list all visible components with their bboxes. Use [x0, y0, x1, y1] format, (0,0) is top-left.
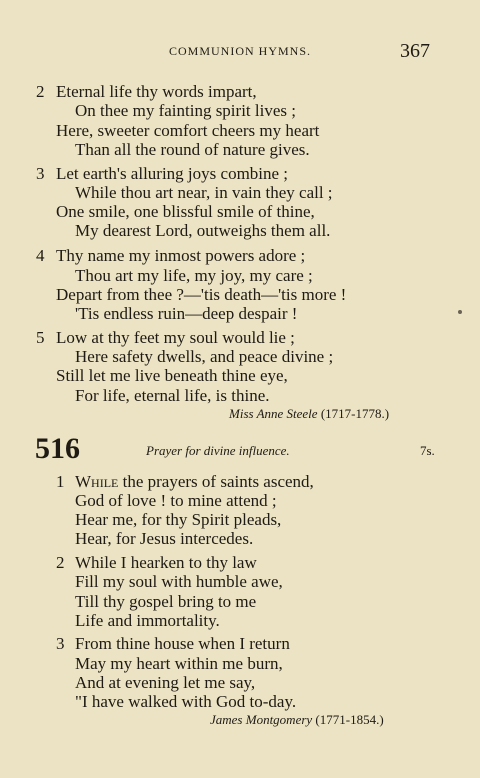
verse-line: Eternal life thy words impart, — [56, 82, 257, 101]
verse-line: From thine house when I return — [75, 634, 290, 653]
author-attribution — [229, 406, 389, 422]
verse-line: Thy name my inmost powers adore ; — [56, 246, 306, 265]
stanza-number: 3 — [56, 634, 65, 653]
verse-line: Life and immortality. — [75, 611, 220, 630]
author-dates: (1771-1854.) — [315, 712, 384, 727]
verse-line: Here, sweeter comfort cheers my heart — [56, 121, 320, 140]
stanza-number: 1 — [56, 472, 65, 491]
running-header: COMMUNION HYMNS. — [168, 44, 311, 58]
verse-line: Still let me live beneath thine eye, — [56, 366, 288, 385]
verse-line: One smile, one blissful smile of thine, — [56, 202, 315, 221]
first-line-rest: the prayers of saints ascend, — [118, 472, 314, 491]
author-dates: (1717-1778.) — [320, 406, 390, 421]
verse-line: May my heart within me burn, — [75, 654, 283, 673]
verse-line: Hear me, for thy Spirit pleads, — [75, 510, 282, 529]
verse-line: Thou art my life, my joy, my care ; — [75, 266, 313, 285]
author-name: James Montgomery — [210, 712, 313, 727]
verse-line: Hear, for Jesus intercedes. — [75, 529, 254, 548]
verse-line: Than all the round of nature gives. — [75, 140, 310, 159]
author-attribution — [210, 712, 384, 728]
page-number: 367 — [400, 40, 430, 62]
verse-line: And at evening let me say, — [75, 673, 256, 692]
verse-line: Depart from thee ?—'tis death—'tis more ! — [56, 285, 347, 304]
page-speck — [458, 310, 462, 314]
verse-line: God of love ! to mine attend ; — [75, 491, 277, 510]
author-name: Miss Anne Steele — [229, 406, 318, 421]
hymn-meter: 7s. — [420, 443, 435, 458]
first-word: While — [75, 472, 119, 491]
verse-line: While thou art near, in vain they call ; — [75, 183, 333, 202]
verse-line: Fill my soul with humble awe, — [75, 572, 283, 591]
hymn-title: Prayer for divine influence. — [146, 443, 290, 458]
verse-line: "I have walked with God to-day. — [75, 692, 297, 711]
verse-line — [75, 472, 314, 492]
hymn-number: 516 — [35, 432, 80, 465]
stanza-number: 2 — [36, 82, 45, 101]
verse-line: Low at thy feet my soul would lie ; — [56, 328, 295, 347]
verse-line: 'Tis endless ruin—deep despair ! — [75, 304, 298, 323]
verse-line: Here safety dwells, and peace divine ; — [75, 347, 334, 366]
stanza-number: 2 — [56, 553, 65, 572]
verse-line: Let earth's alluring joys combine ; — [56, 164, 289, 183]
stanza-number: 4 — [36, 246, 45, 265]
verse-line: My dearest Lord, outweighs them all. — [75, 221, 331, 240]
verse-line: On thee my fainting spirit lives ; — [75, 101, 296, 120]
verse-line: Till thy gospel bring to me — [75, 592, 257, 611]
verse-line: For life, eternal life, is thine. — [75, 386, 270, 405]
stanza-number: 5 — [36, 328, 45, 347]
verse-line: While I hearken to thy law — [75, 553, 257, 572]
stanza-number: 3 — [36, 164, 45, 183]
